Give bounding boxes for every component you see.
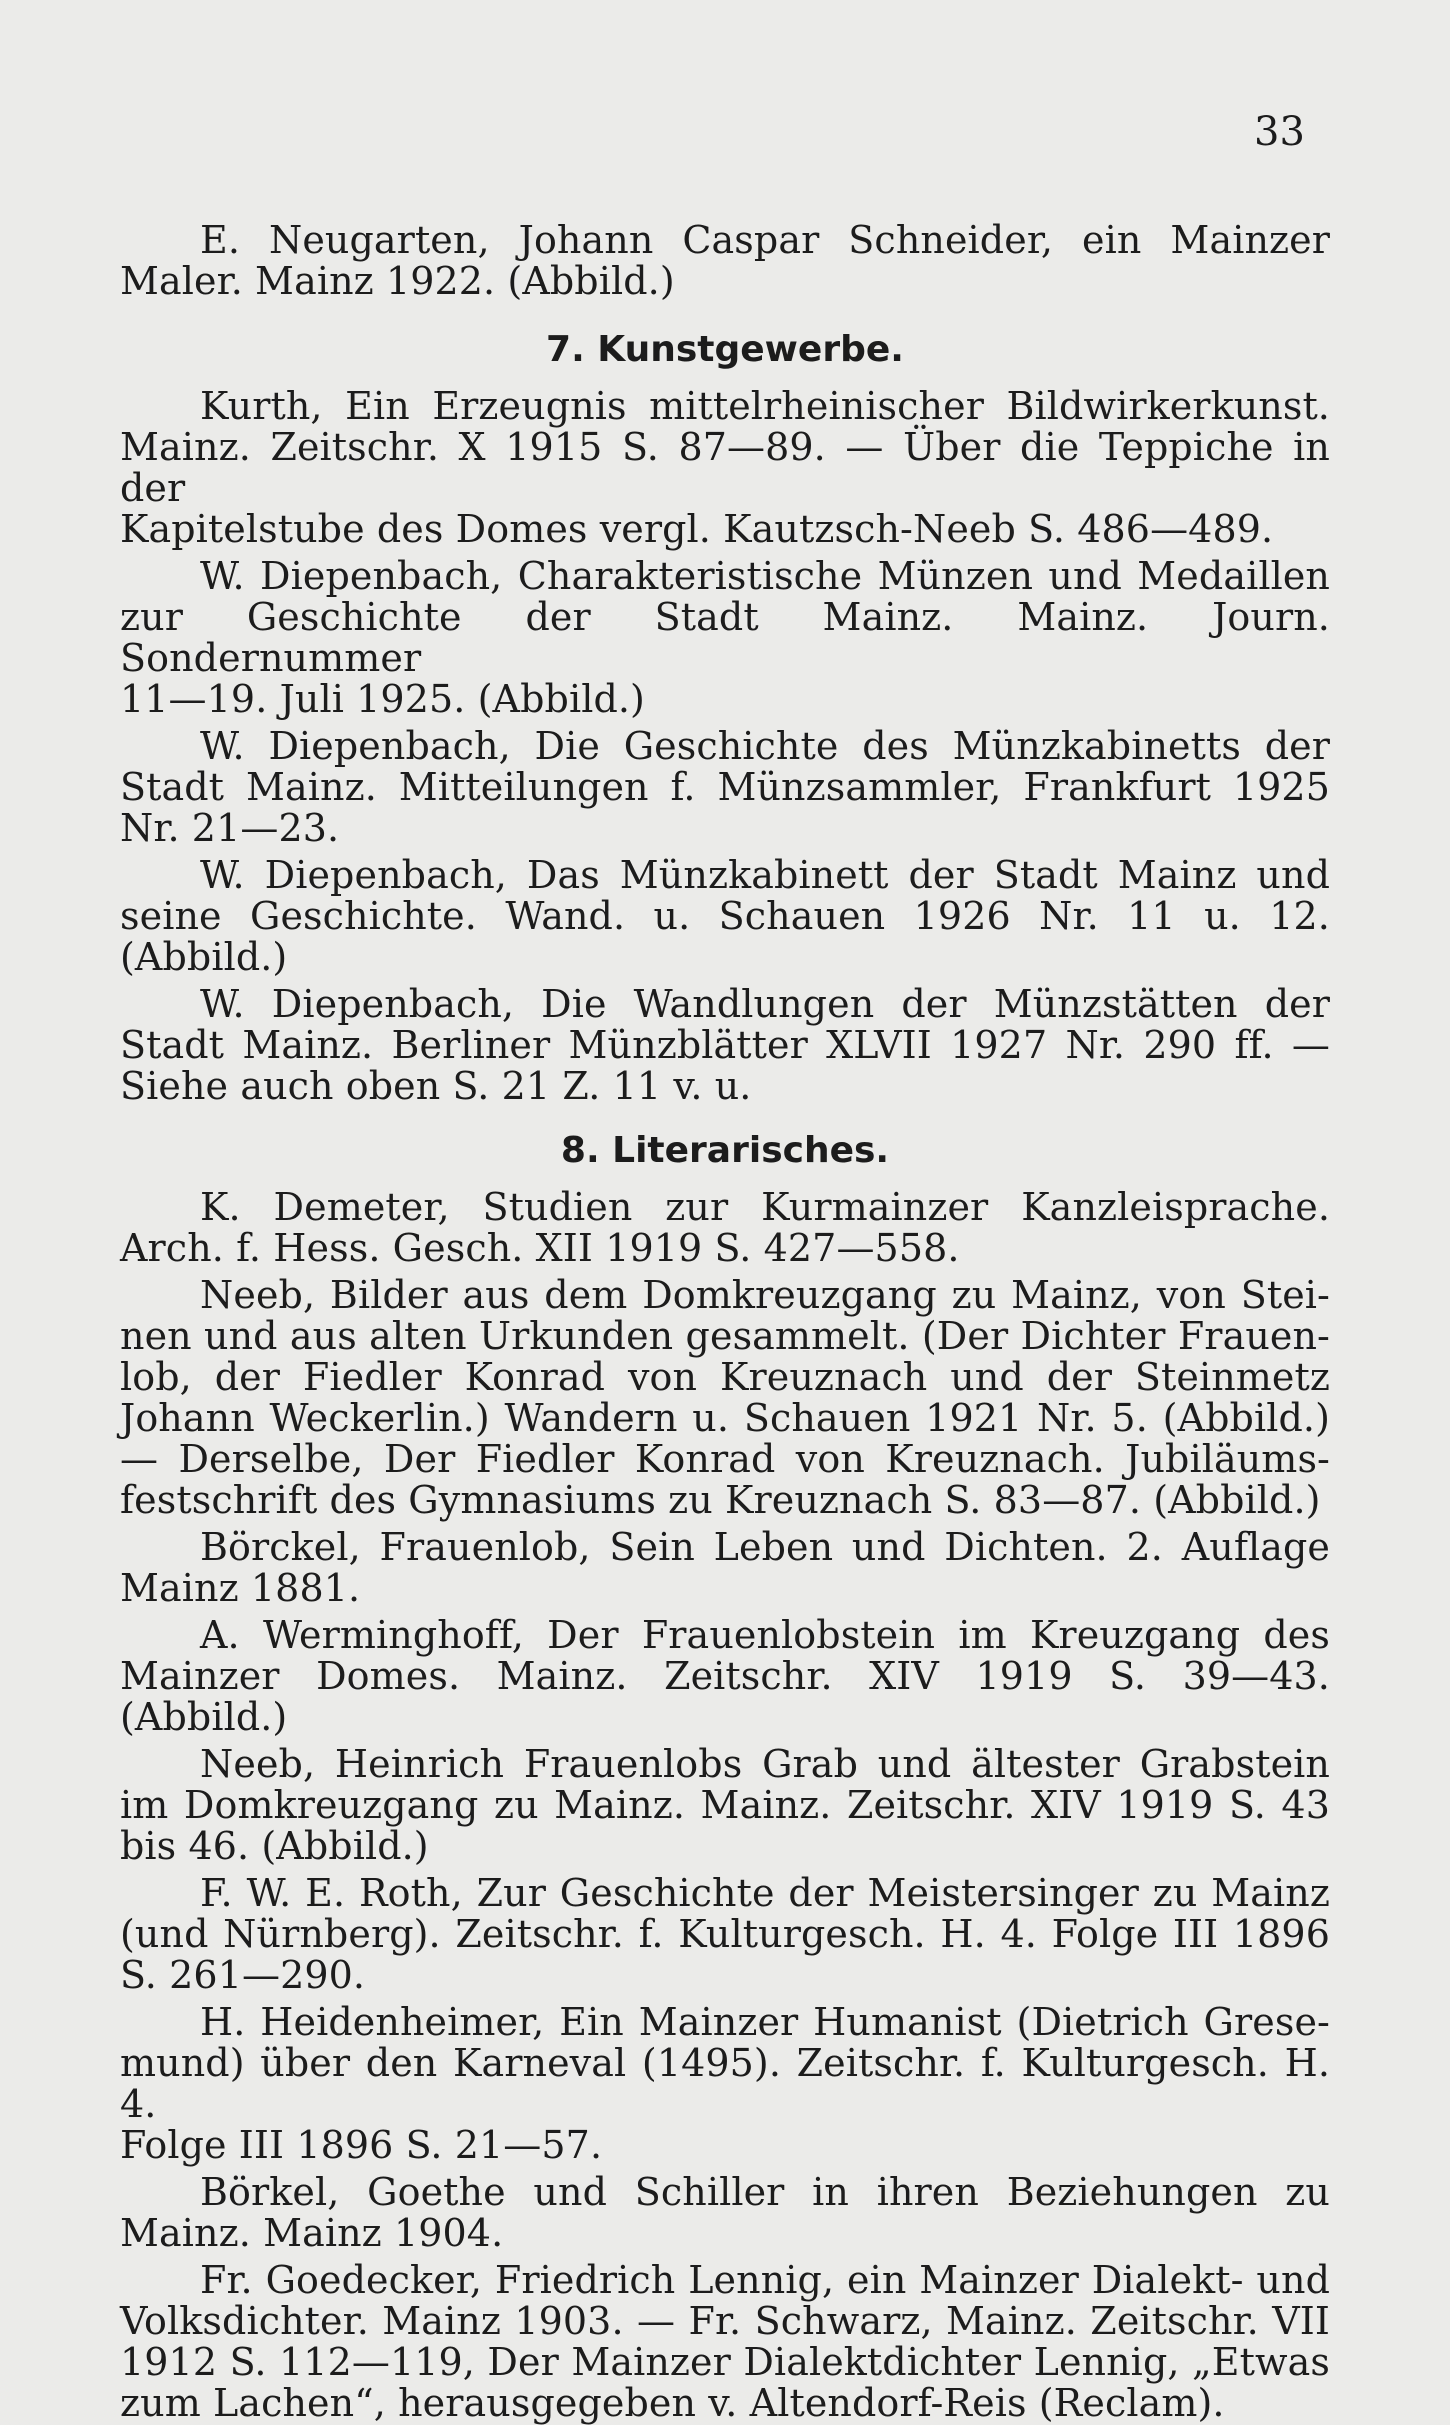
bibliography-entry [120, 1275, 1330, 1521]
entry-line: F. W. E. Roth, Zur Geschichte der Meistersinger zu Mainz [200, 1871, 1330, 1915]
bibliography-text [120, 220, 1330, 2424]
entry-line: Neeb, Bilder aus dem Domkreuzgang zu Mainz, von Stei- [200, 1273, 1330, 1317]
entry-line: W. Diepenbach, Die Wandlungen der Münzstätten der [200, 982, 1330, 1026]
bibliography-entry [120, 220, 1330, 302]
entry-line: Arch. f. Hess. Gesch. XII 1919 S. 427—558. [120, 1226, 960, 1270]
bibliography-entry [120, 2002, 1330, 2166]
entry-line: Börckel, Frauenlob, Sein Leben und Dichten. 2. Auflage [200, 1525, 1330, 1569]
entry-line: Folge III 1896 S. 21—57. [120, 2123, 603, 2167]
page-number: 33 [1254, 109, 1305, 155]
entry-line: — Derselbe, Der Fiedler Konrad von Kreuznach. Jubiläums- [120, 1437, 1330, 1481]
entry-line: Fr. Goedecker, Friedrich Lennig, ein Mainzer Dialekt- und [200, 2258, 1330, 2302]
entry-line: H. Heidenheimer, Ein Mainzer Humanist (Dietrich Grese- [200, 2000, 1330, 2044]
entry-line: Mainzer Domes. Mainz. Zeitschr. XIV 1919 S. 39—43. (Abbild.) [120, 1654, 1330, 1739]
entry-line: S. 261—290. [120, 1953, 366, 1997]
entry-line: zur Geschichte der Stadt Mainz. Mainz. Journ. Sondernummer [120, 595, 1330, 680]
entry-line: Kurth, Ein Erzeugnis mittelrheinischer Bildwirkerkunst. [200, 384, 1330, 428]
entry-line: nen und aus alten Urkunden gesammelt. (Der Dichter Frauen- [120, 1314, 1330, 1358]
entry-line: W. Diepenbach, Die Geschichte des Münzkabinetts der [200, 724, 1330, 768]
bibliography-entry [120, 1744, 1330, 1867]
bibliography-entry [120, 556, 1330, 720]
bibliography-entry [120, 1873, 1330, 1996]
entry-line: bis 46. (Abbild.) [120, 1824, 429, 1868]
bibliography-entry [120, 1527, 1330, 1609]
entry-line: Börkel, Goethe und Schiller in ihren Beziehungen zu [200, 2170, 1330, 2214]
entry-line: lob, der Fiedler Konrad von Kreuznach und der Steinmetz [120, 1355, 1330, 1399]
entry-line: mund) über den Karneval (1495). Zeitschr. f. Kulturgesch. H. 4. [120, 2041, 1330, 2126]
entry-line: W. Diepenbach, Charakteristische Münzen und Medaillen [200, 554, 1330, 598]
bibliography-entry [120, 386, 1330, 550]
entry-line: Mainz 1881. [120, 1566, 361, 1610]
bibliography-entry [120, 726, 1330, 849]
entry-line: E. Neugarten, Johann Caspar Schneider, ein Mainzer [200, 218, 1330, 262]
bibliography-entry [120, 1187, 1330, 1269]
bibliography-entry [120, 984, 1330, 1107]
entry-line: A. Werminghoff, Der Frauenlobstein im Kreuzgang des [200, 1613, 1330, 1657]
entry-line: W. Diepenbach, Das Münzkabinett der Stadt Mainz und [200, 853, 1330, 897]
bibliography-entry [120, 2172, 1330, 2254]
bibliography-entry [120, 1615, 1330, 1738]
entry-line: Stadt Mainz. Berliner Münzblätter XLVII 1927 Nr. 290 ff. — [120, 1023, 1330, 1067]
entry-line: 11—19. Juli 1925. (Abbild.) [120, 677, 645, 721]
entry-line: Nr. 21—23. [120, 806, 340, 850]
entry-line: Maler. Mainz 1922. (Abbild.) [120, 259, 675, 303]
entry-line: Siehe auch oben S. 21 Z. 11 v. u. [120, 1064, 752, 1108]
entry-line: Neeb, Heinrich Frauenlobs Grab und ältester Grabstein [200, 1742, 1330, 1786]
entry-line: Mainz. Mainz 1904. [120, 2211, 504, 2255]
entry-line: Johann Weckerlin.) Wandern u. Schauen 1921 Nr. 5. (Abbild.) [120, 1396, 1330, 1440]
bibliography-entry [120, 855, 1330, 978]
bibliography-entry [120, 2260, 1330, 2424]
section-heading: 7. Kunstgewerbe. [546, 329, 904, 370]
entry-line: seine Geschichte. Wand. u. Schauen 1926 Nr. 11 u. 12. (Abbild.) [120, 894, 1330, 979]
entry-line: Kapitelstube des Domes vergl. Kautzsch-Neeb S. 486—489. [120, 507, 1274, 551]
section-heading: 8. Literarisches. [560, 1130, 890, 1171]
entry-line: K. Demeter, Studien zur Kurmainzer Kanzleisprache. [200, 1185, 1330, 1229]
entry-line: (und Nürnberg). Zeitschr. f. Kulturgesch. H. 4. Folge III 1896 [120, 1912, 1330, 1956]
entry-line: zum Lachen“, herausgegeben v. Altendorf-Reis (Reclam). [120, 2381, 1225, 2425]
entry-line: Volksdichter. Mainz 1903. — Fr. Schwarz, Mainz. Zeitschr. VII [120, 2299, 1330, 2343]
entry-line: festschrift des Gymnasiums zu Kreuznach S. 83—87. (Abbild.) [120, 1478, 1321, 1522]
entry-line: Mainz. Zeitschr. X 1915 S. 87—89. — Über die Teppiche in der [120, 425, 1330, 510]
entry-line: Stadt Mainz. Mitteilungen f. Münzsammler, Frankfurt 1925 [120, 765, 1330, 809]
entry-line: im Domkreuzgang zu Mainz. Mainz. Zeitschr. XIV 1919 S. 43 [120, 1783, 1330, 1827]
entry-line: 1912 S. 112—119, Der Mainzer Dialektdichter Lennig, „Etwas [120, 2340, 1330, 2384]
